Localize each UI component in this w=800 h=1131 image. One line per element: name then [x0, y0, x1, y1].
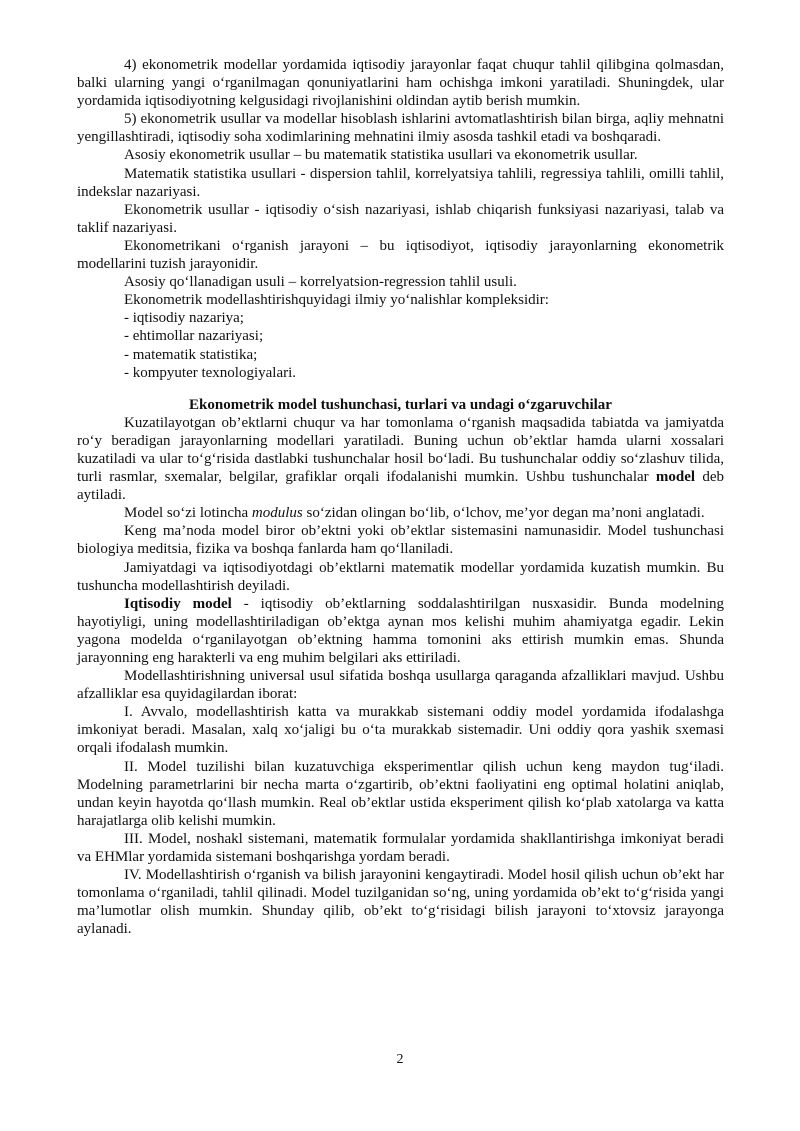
paragraph: Ekonometrik modellashtirishquyidagi ilmiy yo‘nalishlar kompleksidir: [124, 292, 549, 309]
section-heading: Ekonometrik model tushunchasi, turlari va undagi o‘zgaruvchilar [189, 396, 612, 413]
paragraph: IV. Modellashtirish o‘rganish va bilish jarayonini kengaytiradi. Model hosil qilish uchun ob’ekt har tomonlama o‘rganiladi, tahlil qilinadi. Model tuzilganidan so‘ng, uning yordamida ob’ekt to‘g‘risida yangi ma’lumotlar olish mumkin. Shunday qilib, ob’ekt to‘g‘risidagi bilish jarayoni to‘xtovsiz jarayonga aylanadi. [77, 867, 724, 938]
italic-term: modulus [251, 505, 303, 522]
paragraph: I. Avvalo, modellashtirish katta va murakkab sistemani oddiy model yordamida ifodalashga imkoniyat beradi. Masalan, xalq xo‘jaligi bu o‘ta murakkab sistemadir. Uni oddiy qora yashik sxemasi orqali ifodalash mumkin. [77, 704, 724, 757]
bold-term: model [655, 469, 696, 486]
document-page [77, 56, 724, 939]
text-run: deb aytiladi. [77, 469, 724, 504]
paragraph: 4) ekonometrik modellar yordamida iqtisodiy jarayonlar faqat chuqur tahlil qilibgina qolmasdan, balki ularning yangi o‘rganilmagan qonuniyatlarini ham ochishga imkoni yaratiladi. Shuningdek, ular yordamida iqtisodiyotning kelgusidagi rivojlanishini oldindan aytib berish mumkin. [77, 57, 724, 110]
bold-term: Iqtisodiy model [124, 595, 232, 612]
page-number: 2 [396, 1052, 404, 1067]
paragraph: III. Model, noshakl sistemani, matematik formulalar yordamida shakllantirishga imkoniyat beradi va EHMlar yordamida sistemani boshqarishga yordam beradi. [77, 830, 724, 866]
list-item: - matematik statistika; [124, 346, 258, 363]
paragraph: Asosiy ekonometrik usullar – bu matematik statistika usullari va ekonometrik usullar. [124, 147, 638, 164]
paragraph: 5) ekonometrik usullar va modellar hisoblash ishlarini avtomatlashtirish bilan birga, aqliy mehnatni yengillashtiradi, iqtisodiy soha xodimlarining mehnatini ilmiy asosda tashkil etadi va boshqaradi. [77, 111, 724, 146]
paragraph [77, 595, 724, 667]
list-item: - iqtisodiy nazariya; [124, 310, 244, 327]
paragraph: Keng ma’noda model biror ob’ektni yoki ob’ektlar sistemasini namunasidir. Model tushunchasi biologiya meditsia, fizika va boshqa fanlarda ham qo‘llaniladi. [77, 523, 724, 558]
text-run: Model so‘zi lotincha [124, 505, 252, 522]
list-item: - kompyuter texnologiyalari. [124, 364, 297, 381]
paragraph: Jamiyatdagi va iqtisodiyotdagi ob’ektlarni matematik modellar yordamida kuzatish mumkin. Bu tushuncha modellashtirish deyiladi. [77, 559, 724, 594]
paragraph: II. Model tuzilishi bilan kuzatuvchiga eksperimentlar qilish uchun keng maydon tug‘iladi. Modelning parametrlarini bir necha marta o‘zgartirib, ob’ektni faoliyatini eng optimal holatini aniqlab, undan keyin hayotda qo‘llash mumkin. Real ob’ektlar ustida eksperiment qilish ko‘plab xatolarga va katta harajatlarga olib kelishi mumkin. [77, 758, 724, 829]
text-run: Kuzatilayotgan ob’ektlarni chuqur va har tomonlama o‘rganish maqsadida tabiatda va jamiyatda ro‘y beradigan jarayonlarning modellari yaratiladi. Buning uchun ob’ektlar hamda ularni xossalari kuzatiladi va ular to‘g‘risida dastlabki tushunchalar hosil bo‘ladi. Bu tushunchalar oddiy so‘zlashuv tilida, turli rasmlar, sxemalar, belgilar, grafiklar orqali ifodalanishi mumkin. Ushbu tushunchalar [77, 414, 724, 486]
text-run: - iqtisodiy ob’ektlarning soddalashtirilgan nusxasidir. Bunda modelning hayotiyligi, uning modellashtiriladigan ob’ektga aynan mos kelishi muhim ahamiyatga egadir. Lekin yagona modelda o‘rganilayotgan ob’ektning hamma tomonini aks ettirish mumkin emas. Shunda jarayonning eng harakterli va eng muhim belgilari aks ettiriladi. [77, 595, 725, 666]
paragraph [77, 414, 724, 504]
paragraph: Matematik statistika usullari - dispersion tahlil, korrelyatsiya tahlili, regressiya tahlili, omilli tahlil, indekslar nazariyasi. [77, 165, 724, 200]
text-run: so‘zidan olingan bo‘lib, o‘lchov, me’yor degan ma’noni anglatadi. [302, 505, 705, 522]
paragraph: Modellashtirishning universal usul sifatida boshqa usullarga qaraganda afzalliklari mavjud. Ushbu afzalliklar esa quyidagilardan iborat: [77, 668, 724, 703]
paragraph: Ekonometrikani o‘rganish jarayoni – bu iqtisodiyot, iqtisodiy jarayonlarning ekonometrik modellarini tuzish jarayonidir. [77, 237, 724, 273]
paragraph [77, 504, 724, 522]
list-item: - ehtimollar nazariyasi; [124, 328, 264, 345]
paragraph: Asosiy qo‘llanadigan usuli – korrelyatsion-regression tahlil usuli. [124, 274, 517, 291]
paragraph: Ekonometrik usullar - iqtisodiy o‘sish nazariyasi, ishlab chiqarish funksiyasi nazariyasi, talab va taklif nazariyasi. [77, 201, 724, 236]
